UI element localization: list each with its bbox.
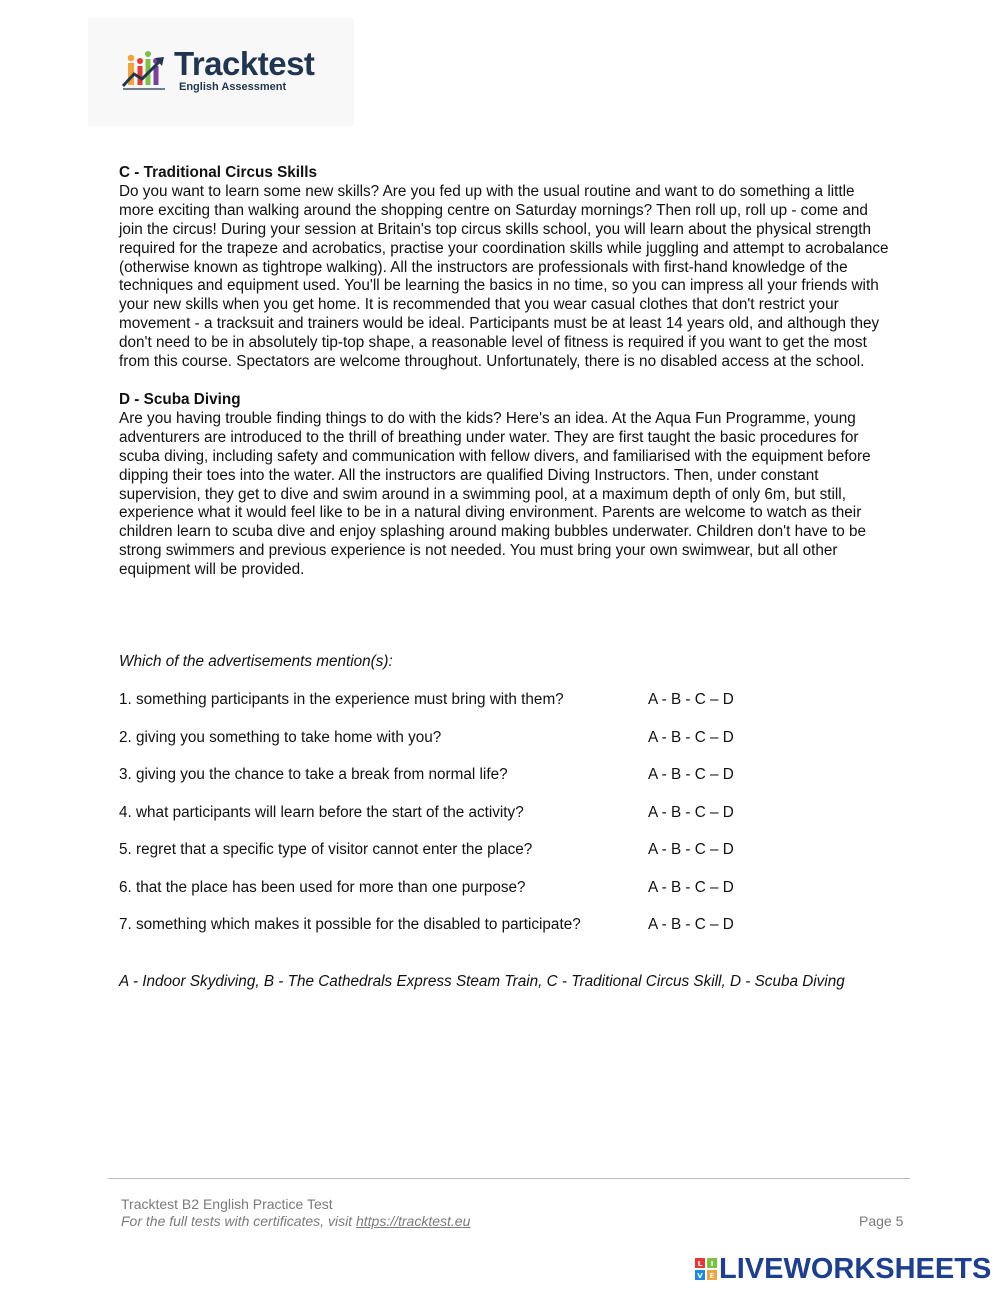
footer-title: Tracktest B2 English Practice Test	[121, 1196, 333, 1212]
footer-note-prefix: For the full tests with certificates, visit	[121, 1213, 356, 1229]
tracktest-logo	[88, 18, 354, 126]
page-number: Page 5	[859, 1213, 904, 1229]
tracktest-link[interactable]: https://tracktest.eu	[355, 1213, 471, 1229]
tracktest-logo-icon	[122, 48, 166, 92]
svg-text:L: L	[697, 1260, 703, 1268]
question-row	[119, 690, 879, 728]
section-d	[119, 391, 889, 580]
question-text: 1. something participants in the experience must bring with them?	[119, 691, 564, 708]
answer-options[interactable]: A - B - C – D	[648, 841, 734, 858]
answer-options[interactable]: A - B - C – D	[648, 691, 734, 708]
question-row	[119, 878, 879, 916]
answer-options[interactable]: A - B - C – D	[648, 916, 734, 933]
footer-note	[121, 1213, 470, 1229]
question-list	[119, 690, 879, 953]
answer-options[interactable]: A - B - C – D	[648, 803, 734, 821]
question-text: 7. something which makes it possible for the disabled to participate?	[119, 916, 581, 933]
question-row	[119, 840, 879, 878]
liveworksheets-wordmark: LIVEWORKSHEETS	[719, 1253, 992, 1285]
answer-options[interactable]: A - B - C – D	[648, 878, 734, 896]
answer-options[interactable]: A - B - C – D	[648, 766, 734, 783]
section-heading: D - Scuba Diving	[119, 390, 241, 408]
logo-name: Tracktest	[174, 45, 315, 82]
question-row	[119, 915, 879, 953]
article-content	[119, 164, 889, 580]
question-text: 6. that the place has been used for more than one purpose?	[119, 878, 526, 896]
question-text: 3. giving you the chance to take a break from normal life?	[119, 766, 508, 783]
liveworksheets-logo-icon	[695, 1258, 717, 1280]
logo-subtitle: English Assessment	[179, 81, 287, 93]
section-c	[119, 164, 889, 372]
svg-text:E: E	[709, 1272, 715, 1280]
answer-options[interactable]: A - B - C – D	[648, 728, 734, 746]
question-row	[119, 803, 879, 841]
footer-divider	[108, 1178, 910, 1179]
answer-key-legend: A - Indoor Skydiving, B - The Cathedrals Express Steam Train, C - Traditional Circus Skill, D - Scuba Diving	[119, 973, 845, 990]
question-text: 4. what participants will learn before the start of the activity?	[119, 803, 524, 821]
section-text: Do you want to learn some new skills? Are you fed up with the usual routine and want to do something a little more exciting than walking around the shopping centre on Saturday mornings? Then roll up, roll up - come and join the circus! During your session at Britain's top circus skills school, you will learn about the physical strength required for the trapeze and acrobatics, practise your coordination skills while juggling and attempt to acrobalance (otherwise known as tightrope walking). All the instructors are professionals with first-hand knowledge of the techniques and equipment used. You'll be learning the basics in no time, so you can impress all your friends with your new skills when you get home. It is recommended that you wear casual clothes that don't restrict your movement - a tracksuit and trainers would be ideal. Participants must be at least 14 years old, and although they don't need to be in absolutely tip-top shape, a reasonable level of fitness is required if you want to get the most from this course. Spectators are welcome throughout. Unfortunately, there is no disabled access at the school.	[119, 182, 889, 371]
question-text: 2. giving you something to take home with you?	[119, 728, 442, 746]
question-row	[119, 728, 879, 766]
question-prompt: Which of the advertisements mention(s):	[119, 653, 393, 670]
svg-text:V: V	[697, 1272, 703, 1280]
section-heading: C - Traditional Circus Skills	[119, 164, 318, 181]
question-row	[119, 765, 879, 803]
liveworksheets-badge[interactable]	[695, 1255, 995, 1283]
question-text: 5. regret that a specific type of visitor cannot enter the place?	[119, 841, 533, 858]
section-text: Are you having trouble finding things to do with the kids? Here's an idea. At the Aqua Fun Programme, young adventurers are introduced to the thrill of breathing under water. They are first taught the basic procedures for scuba diving, including safety and communication with fellow divers, and familiarised with the equipment before dipping their toes into the water. All the instructors are qualified Diving Instructors. Then, under constant supervision, they get to dive and swim around in a swimming pool, at a maximum depth of only 6m, but still, experience what it would feel like to be in a natural diving environment. Parents are welcome to watch as their children learn to scuba dive and enjoy splashing around making bubbles underwater. Children don't have to be strong swimmers and previous experience is not needed. You must bring your own swimwear, but all other equipment will be provided.	[119, 409, 871, 579]
svg-text:I: I	[710, 1260, 714, 1268]
